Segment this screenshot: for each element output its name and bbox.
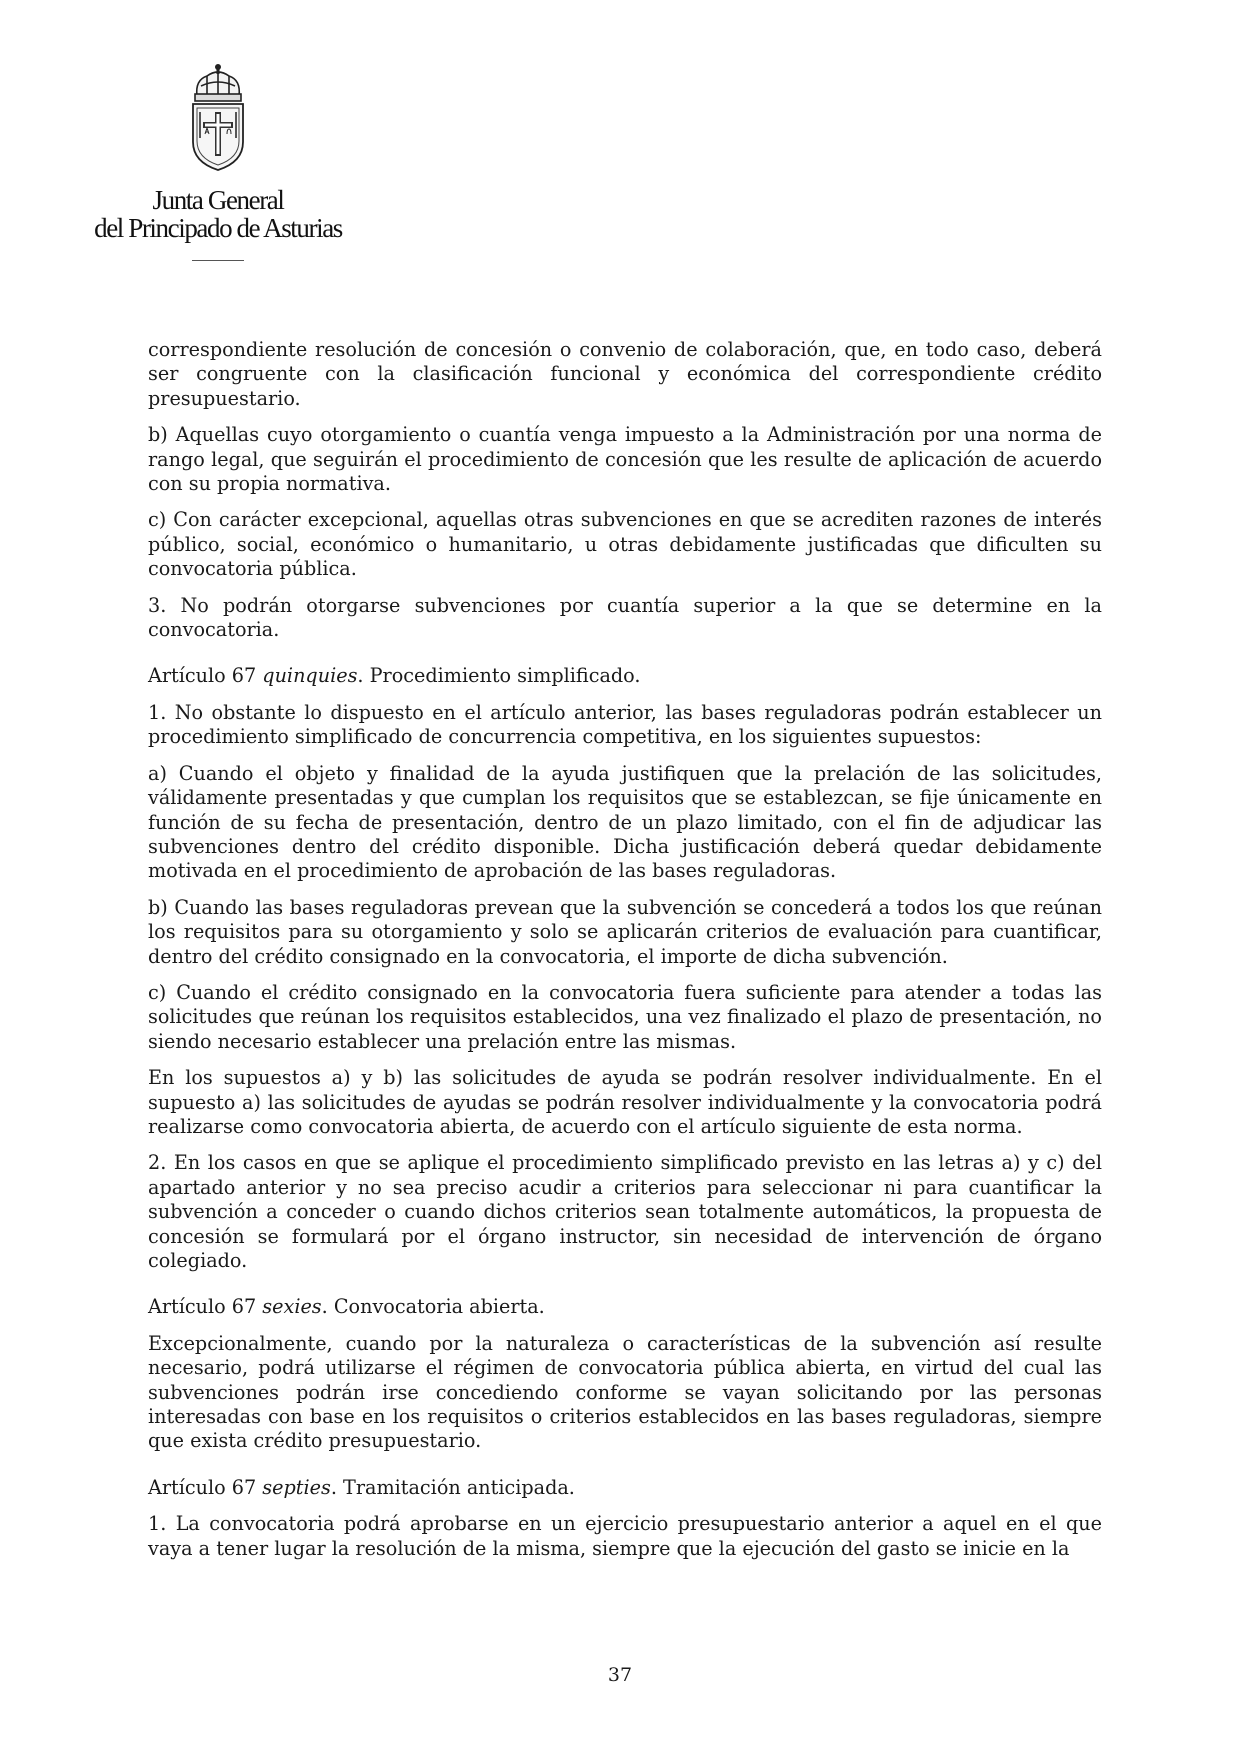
paragraph: correspondiente resolución de concesión o convenio de colaboración, que, en todo caso, deberá ser congruente con la clasificación funcional y económica del correspondiente crédito presupuestario. [148, 338, 1102, 410]
heading-suffix: . Convocatoria abierta. [321, 1295, 545, 1319]
heading-suffix: . Tramitación anticipada. [330, 1475, 575, 1499]
heading-italic: septies [262, 1475, 331, 1499]
paragraph: b) Aquellas cuyo otorgamiento o cuantía venga impuesto a la Administración por una norma de rango legal, que seguirán el procedimiento de concesión que les resulte de aplicación de acuerdo con su propia normativa. [148, 423, 1102, 496]
paragraph: 1. No obstante lo dispuesto en el artículo anterior, las bases reguladoras podrán establecer un procedimiento simplificado de concurrencia competitiva, en los siguientes supuestos: [148, 700, 1102, 749]
paragraph: En los supuestos a) y b) las solicitudes de ayuda se podrán resolver individualmente. En el supuesto a) las solicitudes de ayudas se podrán resolver individualmente y la convocatoria podrá realizarse como convocatoria abierta, de acuerdo con el artículo siguiente de esta norma. [148, 1066, 1102, 1138]
organization-name-line1: Junta General [152, 185, 284, 215]
page-number: 37 [607, 1664, 633, 1686]
paragraph: Excepcionalmente, cuando por la naturaleza o características de la subvención así resulte necesario, podrá utilizarse el régimen de convocatoria pública abierta, en virtud del cual las subvenciones podrán irse concediendo conforme se vayan solicitando por las personas interesadas con base en los requisitos o criterios establecidos en las bases reguladoras, siempre que exista crédito presupuestario. [148, 1331, 1102, 1453]
article-heading-quinquies [148, 664, 1102, 688]
document-body [148, 338, 1102, 1573]
paragraph: a) Cuando el objeto y finalidad de la ayuda justifiquen que la prelación de las solicitudes, válidamente presentadas y que cumplan los requisitos que se establezcan, se fije únicamente en función de su fecha de presentación, dentro de un plazo limitado, con el fin de adjudicar las subvenciones dentro del crédito disponible. Dicha justificación deberá quedar debidamente motivada en el procedimiento de aprobación de las bases reguladoras. [148, 761, 1102, 883]
paragraph: c) Con carácter excepcional, aquellas otras subvenciones en que se acrediten razones de interés público, social, económico o humanitario, u otras debidamente justificadas que dificulten su convocatoria pública. [148, 508, 1102, 581]
heading-prefix: Artículo 67 [148, 664, 263, 688]
article-heading-sexies [148, 1295, 1102, 1319]
header-divider [192, 260, 244, 261]
heading-italic: quinquies [262, 664, 358, 688]
paragraph: c) Cuando el crédito consignado en la convocatoria fuera suficiente para atender a todas las solicitudes que reúnan los requisitos establecidos, una vez finalizado el plazo de presentación, no siendo necesario establecer una prelación entre las mismas. [148, 980, 1102, 1053]
letterhead [88, 62, 348, 261]
heading-prefix: Artículo 67 [148, 1295, 263, 1319]
paragraph: b) Cuando las bases reguladoras prevean que la subvención se concederá a todos los que reúnan los requisitos para su otorgamiento y solo se aplicarán criterios de evaluación para cuantificar, dentro del crédito consignado en la convocatoria, el importe de dicha subvención. [148, 895, 1102, 968]
coat-of-arms-icon [181, 62, 255, 172]
paragraph: 3. No podrán otorgarse subvenciones por cuantía superior a la que se determine en la convocatoria. [148, 593, 1102, 642]
article-heading-septies [148, 1476, 1102, 1500]
heading-italic: sexies [262, 1295, 322, 1319]
paragraph: 2. En los casos en que se aplique el procedimiento simplificado previsto en las letras a) y c) del apartado anterior y no sea preciso acudir a criterios para seleccionar ni para cuantificar la subvención a conceder o cuando dichos criterios sean totalmente automáticos, la propuesta de concesión se formulará por el órgano instructor, sin necesidad de intervención de órgano colegiado. [148, 1151, 1102, 1272]
heading-prefix: Artículo 67 [148, 1475, 263, 1499]
paragraph: 1. La convocatoria podrá aprobarse en un ejercicio presupuestario anterior a aquel en el que vaya a tener lugar la resolución de la misma, siempre que la ejecución del gasto se inicie en la [148, 1512, 1102, 1560]
organization-name-line2: del Principado de Asturias [94, 213, 342, 243]
heading-suffix: . Procedimiento simplificado. [357, 664, 641, 688]
organization-name [88, 186, 348, 242]
